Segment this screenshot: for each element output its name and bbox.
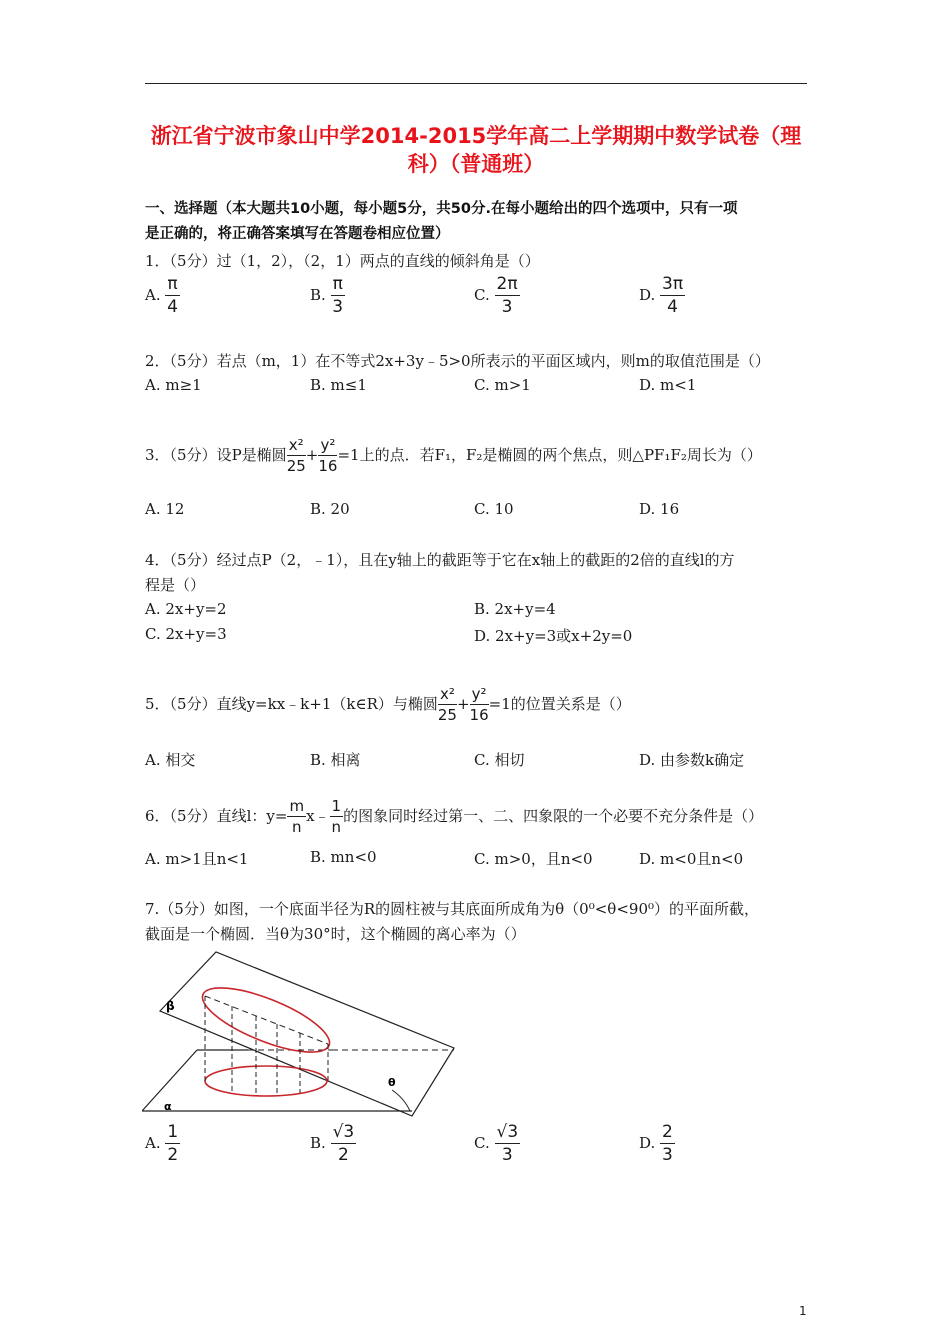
question-2-stem: 2．（5分）若点（m，1）在不等式2x+3y﹣5>0所表示的平面区域内，则m的取值范围是（） <box>145 352 770 370</box>
question-3-stem: 3．（5分）设P是椭圆 $\frac{\text{x²}}{25}$ + $\frac{\text{y²}}{16}$ =1上的点．若F₁，F₂是椭圆的两个焦点，则△PF₁F₂周长为（） <box>145 436 762 475</box>
question-4-stem-line1: 4．（5分）经过点P（2，﹣1），且在y轴上的截距等于它在x轴上的截距的2倍的直线l的方 <box>145 551 735 569</box>
option-label: D. <box>639 1134 656 1152</box>
question-5-stem: 5．（5分）直线y=kx﹣k+1（k∈R）与椭圆 $\frac{\text{x²}}{25}$ + $\frac{\text{y²}}{16}$ =1的位置关系是（） <box>145 685 631 724</box>
fraction-x2-25: $\frac{\text{x²}}{25}$ <box>437 685 457 724</box>
label-beta: β <box>166 999 175 1013</box>
q7-option-c <box>474 1124 520 1164</box>
q7-option-b <box>310 1124 356 1164</box>
q4-option-d: D. 2x+y=3或x+2y=0 <box>474 627 633 645</box>
fraction: $\frac{√3}{3}$ <box>496 1122 519 1165</box>
section-heading-line2: 是正确的，将正确答案填写在答题卷相应位置） <box>145 226 450 242</box>
option-label: C. <box>474 286 490 304</box>
q3-option-a: A. 12 <box>145 500 185 518</box>
q3-option-c: C. 10 <box>474 500 514 518</box>
q5-option-b: B. 相离 <box>310 751 361 769</box>
q3-option-b: B. 20 <box>310 500 350 518</box>
q1-option-a <box>145 276 180 316</box>
q5-option-a: A. 相交 <box>145 751 196 769</box>
q4-option-b: B. 2x+y=4 <box>474 600 556 618</box>
fraction: $\frac{3\pi}{4}$ <box>662 274 684 317</box>
q1-option-d <box>639 276 685 316</box>
q2-option-d: D. m<1 <box>639 376 697 394</box>
fraction: $\frac{2}{3}$ <box>662 1122 673 1165</box>
q5-option-c: C. 相切 <box>474 751 525 769</box>
fraction-y2-16: $\frac{\text{y²}}{16}$ <box>318 436 338 475</box>
fraction: $\frac{2\pi}{3}$ <box>496 274 518 317</box>
cylinder-section-figure <box>142 948 462 1123</box>
fraction: $\frac{1}{2}$ <box>167 1122 179 1165</box>
q3-option-d: D. 16 <box>639 500 680 518</box>
q2-option-c: C. m>1 <box>474 376 531 394</box>
option-label: A. <box>145 1134 161 1152</box>
question-4-stem-line2: 程是（） <box>145 576 206 594</box>
option-label: B. <box>310 286 326 304</box>
fraction: $\frac{√3}{2}$ <box>332 1122 355 1165</box>
exam-title-line2: 科）（普通班） <box>407 152 545 176</box>
q6-option-b: B. mn<0 <box>310 848 377 866</box>
label-alpha: α <box>164 1100 172 1113</box>
page-number: 1 <box>799 1304 807 1318</box>
q1-option-b <box>310 276 345 316</box>
option-label: B. <box>310 1134 326 1152</box>
fraction-m-n: $\frac{m}{n}$ <box>289 797 305 836</box>
q4-option-a: A. 2x+y=2 <box>145 600 227 618</box>
exam-title-line1: 浙江省宁波市象山中学2014-2015学年高二上学期期中数学试卷（理 <box>150 124 802 148</box>
fraction-y2-16: $\frac{\text{y²}}{16}$ <box>469 685 489 724</box>
q7-option-d <box>639 1124 675 1164</box>
option-label: D. <box>639 286 656 304</box>
q6-option-d: D. m<0且n<0 <box>639 850 744 868</box>
question-7-stem-line1: 7.（5分）如图，一个底面半径为R的圆柱被与其底面所成角为θ（0⁰<θ<90⁰）的平面所截， <box>145 900 760 918</box>
fraction-1-n: $\frac{1}{n}$ <box>331 797 342 836</box>
option-label: A. <box>145 286 161 304</box>
q6-option-c: C. m>0，且n<0 <box>474 850 593 868</box>
q7-option-a <box>145 1124 180 1164</box>
q2-option-a: A. m≥1 <box>145 376 202 394</box>
q5-option-d: D. 由参数k确定 <box>639 751 745 769</box>
section-heading-line1: 一、选择题（本大题共10小题，每小题5分，共50分.在每小题给出的四个选项中，只有一项 <box>145 201 738 217</box>
cylinder-base-ellipse <box>205 1066 327 1096</box>
q1-option-c <box>474 276 520 316</box>
q2-option-b: B. m≤1 <box>310 376 367 394</box>
label-theta: θ <box>388 1076 396 1089</box>
fraction: $\frac{\pi}{3}$ <box>332 274 344 317</box>
question-1-stem: 1．（5分）过（1，2），（2，1）两点的直线的倾斜角是（） <box>145 252 540 270</box>
fraction-x2-25: $\frac{\text{x²}}{25}$ <box>286 436 306 475</box>
option-label: C. <box>474 1134 490 1152</box>
question-7-stem-line2: 截面是一个椭圆．当θ为30°时，这个椭圆的离心率为（） <box>145 925 526 943</box>
q4-option-c: C. 2x+y=3 <box>145 625 227 643</box>
question-6-stem: 6．（5分）直线l：y= $\frac{m}{n}$ x﹣ $\frac{1}{n}$ 的图象同时经过第一、二、四象限的一个必要不充分条件是（） <box>145 797 764 836</box>
fraction: $\frac{\pi}{4}$ <box>167 274 178 317</box>
top-rule <box>145 83 807 84</box>
q6-option-a: A. m>1且n<1 <box>145 850 249 868</box>
